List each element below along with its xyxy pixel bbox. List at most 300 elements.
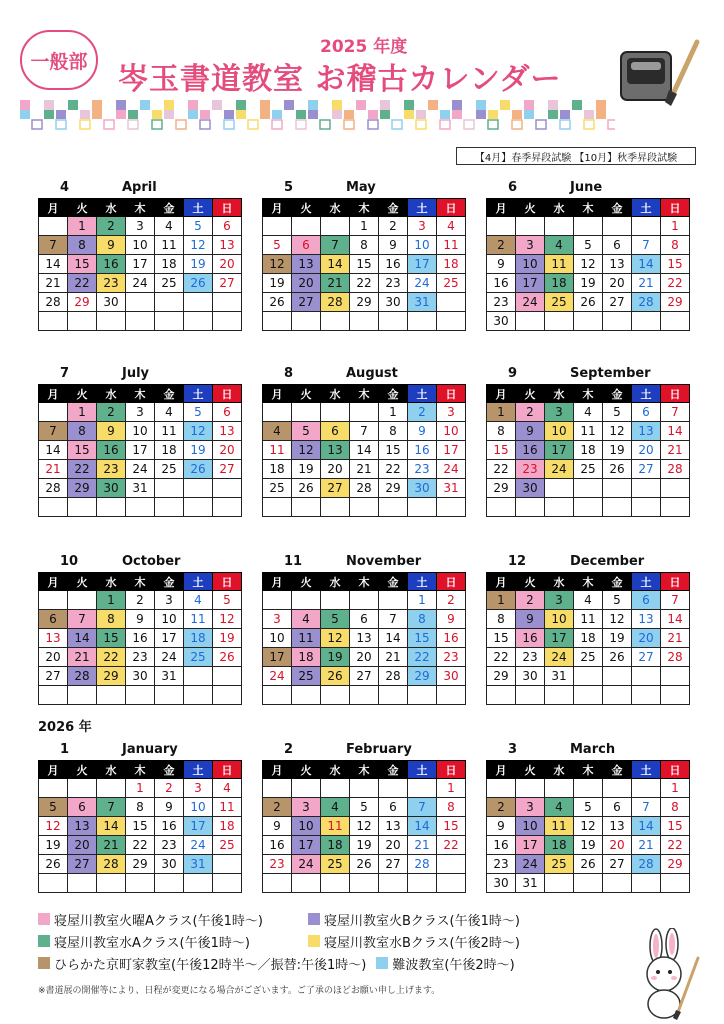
day-cell: 26 <box>603 460 632 479</box>
day-cell <box>321 312 350 331</box>
day-cell <box>292 498 321 517</box>
day-cell: 10 <box>516 255 545 274</box>
day-cell <box>126 874 155 893</box>
calendar-grid <box>262 384 466 517</box>
day-cell <box>574 667 603 686</box>
day-cell <box>68 874 97 893</box>
day-cell: 23 <box>516 460 545 479</box>
day-cell <box>292 312 321 331</box>
day-cell: 17 <box>545 441 574 460</box>
day-cell: 30 <box>408 479 437 498</box>
day-cell <box>97 779 126 798</box>
month-header <box>486 178 690 198</box>
day-cell <box>213 874 242 893</box>
day-cell: 19 <box>603 441 632 460</box>
month-name: September <box>570 366 651 381</box>
weekday-header: 水 <box>97 199 126 217</box>
weekday-header: 水 <box>321 385 350 403</box>
day-cell <box>263 686 292 705</box>
day-cell: 5 <box>292 422 321 441</box>
day-cell <box>184 686 213 705</box>
legend-swatch <box>38 935 50 947</box>
day-cell: 4 <box>574 403 603 422</box>
day-cell: 20 <box>292 274 321 293</box>
day-cell: 4 <box>574 591 603 610</box>
day-cell: 26 <box>263 293 292 312</box>
weekday-header: 金 <box>379 199 408 217</box>
day-cell: 23 <box>126 648 155 667</box>
day-cell: 20 <box>68 836 97 855</box>
legend-item <box>38 954 366 973</box>
weekday-header: 金 <box>603 385 632 403</box>
month-name: April <box>122 180 157 195</box>
day-cell <box>545 686 574 705</box>
day-cell: 21 <box>321 274 350 293</box>
day-cell: 30 <box>487 874 516 893</box>
day-cell <box>574 479 603 498</box>
day-cell: 30 <box>126 667 155 686</box>
day-cell: 6 <box>68 798 97 817</box>
legend-swatch <box>38 957 50 969</box>
day-cell: 18 <box>574 629 603 648</box>
day-cell: 26 <box>574 293 603 312</box>
day-cell: 5 <box>574 798 603 817</box>
day-cell: 30 <box>379 293 408 312</box>
day-cell: 6 <box>213 403 242 422</box>
weekday-header: 木 <box>350 761 379 779</box>
day-cell <box>213 479 242 498</box>
day-cell <box>321 686 350 705</box>
day-cell <box>603 217 632 236</box>
day-cell <box>516 779 545 798</box>
day-cell <box>350 686 379 705</box>
calendar-grid <box>486 760 690 893</box>
day-cell: 16 <box>379 255 408 274</box>
day-cell: 23 <box>263 855 292 874</box>
day-cell: 9 <box>126 610 155 629</box>
day-cell: 1 <box>487 403 516 422</box>
day-cell: 14 <box>379 629 408 648</box>
weekday-header: 金 <box>155 573 184 591</box>
day-cell: 17 <box>126 441 155 460</box>
day-cell: 10 <box>545 422 574 441</box>
day-cell <box>661 874 690 893</box>
day-cell: 27 <box>350 667 379 686</box>
weekday-header: 水 <box>321 199 350 217</box>
day-cell: 4 <box>213 779 242 798</box>
day-cell: 6 <box>379 798 408 817</box>
day-cell: 27 <box>379 855 408 874</box>
day-cell: 16 <box>516 441 545 460</box>
day-cell: 4 <box>263 422 292 441</box>
day-cell: 14 <box>321 255 350 274</box>
day-cell: 15 <box>350 255 379 274</box>
day-cell: 8 <box>97 610 126 629</box>
day-cell: 10 <box>263 629 292 648</box>
day-cell: 18 <box>263 460 292 479</box>
day-cell <box>632 779 661 798</box>
day-cell: 24 <box>292 855 321 874</box>
day-cell: 2 <box>516 591 545 610</box>
day-cell <box>263 874 292 893</box>
day-cell: 1 <box>437 779 466 798</box>
day-cell: 28 <box>632 293 661 312</box>
day-cell: 12 <box>184 236 213 255</box>
day-cell: 6 <box>350 610 379 629</box>
day-cell: 14 <box>661 610 690 629</box>
day-cell: 20 <box>603 274 632 293</box>
weekday-header: 金 <box>155 385 184 403</box>
day-cell: 17 <box>184 817 213 836</box>
day-cell: 30 <box>97 293 126 312</box>
day-cell: 5 <box>213 591 242 610</box>
month-name: May <box>346 180 376 195</box>
month-name: February <box>346 742 412 757</box>
weekday-header: 日 <box>661 573 690 591</box>
day-cell: 19 <box>321 648 350 667</box>
day-cell <box>155 479 184 498</box>
day-cell: 27 <box>68 855 97 874</box>
day-cell: 22 <box>661 836 690 855</box>
day-cell: 22 <box>379 460 408 479</box>
day-cell: 25 <box>184 648 213 667</box>
day-cell: 4 <box>437 217 466 236</box>
day-cell <box>516 498 545 517</box>
day-cell <box>350 498 379 517</box>
day-cell: 20 <box>39 648 68 667</box>
month-number: 12 <box>508 554 527 569</box>
day-cell: 30 <box>437 667 466 686</box>
weekday-header: 月 <box>487 761 516 779</box>
month-number: 5 <box>284 180 294 195</box>
day-cell: 4 <box>321 798 350 817</box>
day-cell: 16 <box>97 255 126 274</box>
day-cell: 7 <box>350 422 379 441</box>
day-cell <box>632 874 661 893</box>
weekday-header: 日 <box>437 385 466 403</box>
day-cell: 26 <box>213 648 242 667</box>
day-cell: 6 <box>603 798 632 817</box>
day-cell: 10 <box>408 236 437 255</box>
weekday-header: 日 <box>437 199 466 217</box>
month-number: 9 <box>508 366 518 381</box>
day-cell: 23 <box>516 648 545 667</box>
day-cell: 6 <box>632 591 661 610</box>
checker-pattern-decoration <box>20 98 615 130</box>
weekday-header: 月 <box>39 573 68 591</box>
day-cell: 24 <box>516 855 545 874</box>
day-cell: 19 <box>39 836 68 855</box>
day-cell: 25 <box>437 274 466 293</box>
legend-label: 寝屋川教室火曜Aクラス(午後1時～) <box>54 913 263 929</box>
day-cell: 9 <box>516 422 545 441</box>
day-cell <box>574 217 603 236</box>
day-cell: 20 <box>213 441 242 460</box>
day-cell: 31 <box>437 479 466 498</box>
day-cell: 29 <box>97 667 126 686</box>
day-cell <box>97 874 126 893</box>
day-cell: 21 <box>661 629 690 648</box>
day-cell <box>379 312 408 331</box>
day-cell: 24 <box>516 293 545 312</box>
day-cell: 23 <box>155 836 184 855</box>
calendar-grid <box>38 760 242 893</box>
footnote: ※書道展の開催等により、日程が変更になる場合がございます。ご了承のほどお願い申し上げます。 <box>38 986 441 996</box>
weekday-header: 火 <box>516 385 545 403</box>
day-cell: 2 <box>516 403 545 422</box>
weekday-header: 火 <box>516 573 545 591</box>
day-cell <box>632 479 661 498</box>
day-cell: 24 <box>408 274 437 293</box>
day-cell: 5 <box>574 236 603 255</box>
day-cell: 8 <box>68 236 97 255</box>
month-header <box>486 364 690 384</box>
day-cell <box>487 686 516 705</box>
day-cell <box>213 667 242 686</box>
day-cell: 7 <box>661 591 690 610</box>
day-cell: 26 <box>292 479 321 498</box>
day-cell: 22 <box>437 836 466 855</box>
day-cell <box>321 779 350 798</box>
day-cell <box>155 312 184 331</box>
day-cell: 13 <box>321 441 350 460</box>
day-cell: 13 <box>603 817 632 836</box>
legend-label: 寝屋川教室水Bクラス(午後2時～) <box>324 935 520 951</box>
day-cell: 29 <box>350 293 379 312</box>
day-cell <box>321 591 350 610</box>
weekday-header: 木 <box>350 573 379 591</box>
day-cell <box>545 217 574 236</box>
weekday-header: 木 <box>350 199 379 217</box>
weekday-header: 木 <box>574 573 603 591</box>
month-number: 2 <box>284 742 294 757</box>
day-cell: 17 <box>263 648 292 667</box>
day-cell: 30 <box>516 479 545 498</box>
day-cell <box>39 779 68 798</box>
day-cell: 23 <box>437 648 466 667</box>
day-cell: 25 <box>155 274 184 293</box>
day-cell: 26 <box>574 855 603 874</box>
day-cell: 4 <box>155 403 184 422</box>
day-cell: 27 <box>603 293 632 312</box>
day-cell: 1 <box>408 591 437 610</box>
day-cell: 22 <box>661 274 690 293</box>
day-cell: 17 <box>516 836 545 855</box>
day-cell: 26 <box>39 855 68 874</box>
day-cell: 21 <box>350 460 379 479</box>
day-cell: 1 <box>661 779 690 798</box>
month-name: January <box>122 742 178 757</box>
day-cell <box>408 498 437 517</box>
day-cell: 4 <box>545 236 574 255</box>
day-cell <box>408 779 437 798</box>
class-legend <box>38 908 598 974</box>
day-cell: 21 <box>39 460 68 479</box>
calendar-grid <box>262 198 466 331</box>
day-cell: 28 <box>97 855 126 874</box>
day-cell: 8 <box>126 798 155 817</box>
legend-label: 寝屋川教室火Bクラス(午後1時～) <box>324 913 520 929</box>
day-cell: 15 <box>68 255 97 274</box>
weekday-header: 月 <box>263 385 292 403</box>
day-cell: 13 <box>39 629 68 648</box>
day-cell: 3 <box>155 591 184 610</box>
day-cell <box>213 498 242 517</box>
day-cell <box>661 479 690 498</box>
day-cell <box>545 779 574 798</box>
day-cell: 28 <box>379 667 408 686</box>
day-cell: 18 <box>155 255 184 274</box>
day-cell <box>39 312 68 331</box>
day-cell: 14 <box>661 422 690 441</box>
day-cell: 28 <box>321 293 350 312</box>
day-cell <box>292 591 321 610</box>
weekday-header: 金 <box>603 199 632 217</box>
day-cell: 31 <box>516 874 545 893</box>
day-cell: 22 <box>487 460 516 479</box>
day-cell: 21 <box>379 648 408 667</box>
day-cell: 3 <box>292 798 321 817</box>
day-cell <box>213 855 242 874</box>
day-cell: 14 <box>632 255 661 274</box>
day-cell: 8 <box>68 422 97 441</box>
day-cell: 6 <box>39 610 68 629</box>
calendar-grid <box>486 384 690 517</box>
day-cell: 9 <box>516 610 545 629</box>
day-cell: 16 <box>408 441 437 460</box>
day-cell <box>184 874 213 893</box>
day-cell: 5 <box>350 798 379 817</box>
month-number: 7 <box>60 366 70 381</box>
day-cell: 13 <box>350 629 379 648</box>
day-cell: 15 <box>126 817 155 836</box>
day-cell: 30 <box>487 312 516 331</box>
day-cell: 25 <box>574 648 603 667</box>
day-cell: 7 <box>661 403 690 422</box>
month-calendar <box>486 178 690 331</box>
day-cell: 14 <box>39 255 68 274</box>
legend-item <box>308 932 520 951</box>
day-cell: 18 <box>574 441 603 460</box>
month-header <box>262 552 466 572</box>
day-cell <box>350 312 379 331</box>
day-cell: 16 <box>155 817 184 836</box>
day-cell: 3 <box>126 403 155 422</box>
day-cell <box>574 779 603 798</box>
day-cell <box>39 874 68 893</box>
day-cell: 10 <box>516 817 545 836</box>
day-cell: 13 <box>213 236 242 255</box>
weekday-header: 水 <box>545 385 574 403</box>
day-cell <box>574 874 603 893</box>
weekday-header: 金 <box>155 761 184 779</box>
day-cell <box>350 874 379 893</box>
day-cell <box>68 312 97 331</box>
day-cell: 12 <box>603 422 632 441</box>
day-cell: 11 <box>263 441 292 460</box>
legend-swatch <box>308 913 320 925</box>
day-cell <box>437 874 466 893</box>
day-cell: 22 <box>487 648 516 667</box>
day-cell <box>126 293 155 312</box>
day-cell: 29 <box>68 479 97 498</box>
day-cell: 30 <box>516 667 545 686</box>
day-cell: 1 <box>126 779 155 798</box>
day-cell: 28 <box>661 648 690 667</box>
weekday-header: 火 <box>292 385 321 403</box>
month-header <box>262 364 466 384</box>
day-cell: 9 <box>263 817 292 836</box>
day-cell <box>632 312 661 331</box>
day-cell: 7 <box>68 610 97 629</box>
month-calendar <box>38 364 242 517</box>
day-cell <box>603 874 632 893</box>
day-cell: 7 <box>97 798 126 817</box>
day-cell <box>632 498 661 517</box>
day-cell: 23 <box>408 460 437 479</box>
day-cell: 31 <box>545 667 574 686</box>
day-cell: 14 <box>97 817 126 836</box>
weekday-header: 土 <box>184 761 213 779</box>
day-cell <box>263 403 292 422</box>
day-cell: 10 <box>184 798 213 817</box>
day-cell <box>213 312 242 331</box>
day-cell: 11 <box>545 255 574 274</box>
weekday-header: 火 <box>68 385 97 403</box>
day-cell: 27 <box>292 293 321 312</box>
day-cell: 5 <box>603 403 632 422</box>
weekday-header: 火 <box>68 199 97 217</box>
day-cell: 3 <box>516 798 545 817</box>
weekday-header: 火 <box>68 761 97 779</box>
day-cell: 19 <box>574 836 603 855</box>
day-cell: 8 <box>487 610 516 629</box>
day-cell <box>379 686 408 705</box>
day-cell <box>487 498 516 517</box>
legend-label: 寝屋川教室水Aクラス(午後1時～) <box>54 935 250 951</box>
rabbit-calligrapher-icon <box>632 928 706 1020</box>
weekday-header: 日 <box>661 761 690 779</box>
month-calendar <box>38 740 242 893</box>
day-cell: 1 <box>379 403 408 422</box>
day-cell <box>350 591 379 610</box>
day-cell: 5 <box>603 591 632 610</box>
day-cell <box>487 217 516 236</box>
day-cell <box>661 686 690 705</box>
day-cell: 21 <box>632 836 661 855</box>
day-cell: 27 <box>213 274 242 293</box>
day-cell: 22 <box>68 460 97 479</box>
day-cell <box>408 686 437 705</box>
weekday-header: 水 <box>321 573 350 591</box>
weekday-header: 土 <box>408 385 437 403</box>
day-cell <box>263 591 292 610</box>
day-cell <box>379 779 408 798</box>
weekday-header: 火 <box>292 199 321 217</box>
month-header <box>38 740 242 760</box>
day-cell: 15 <box>379 441 408 460</box>
day-cell <box>321 498 350 517</box>
inkstone-brush-icon <box>615 38 703 108</box>
day-cell: 8 <box>487 422 516 441</box>
calendar-grid <box>262 572 466 705</box>
day-cell: 13 <box>379 817 408 836</box>
day-cell: 19 <box>213 629 242 648</box>
legend-item <box>38 932 308 951</box>
day-cell: 12 <box>603 610 632 629</box>
day-cell: 18 <box>184 629 213 648</box>
day-cell: 20 <box>213 255 242 274</box>
